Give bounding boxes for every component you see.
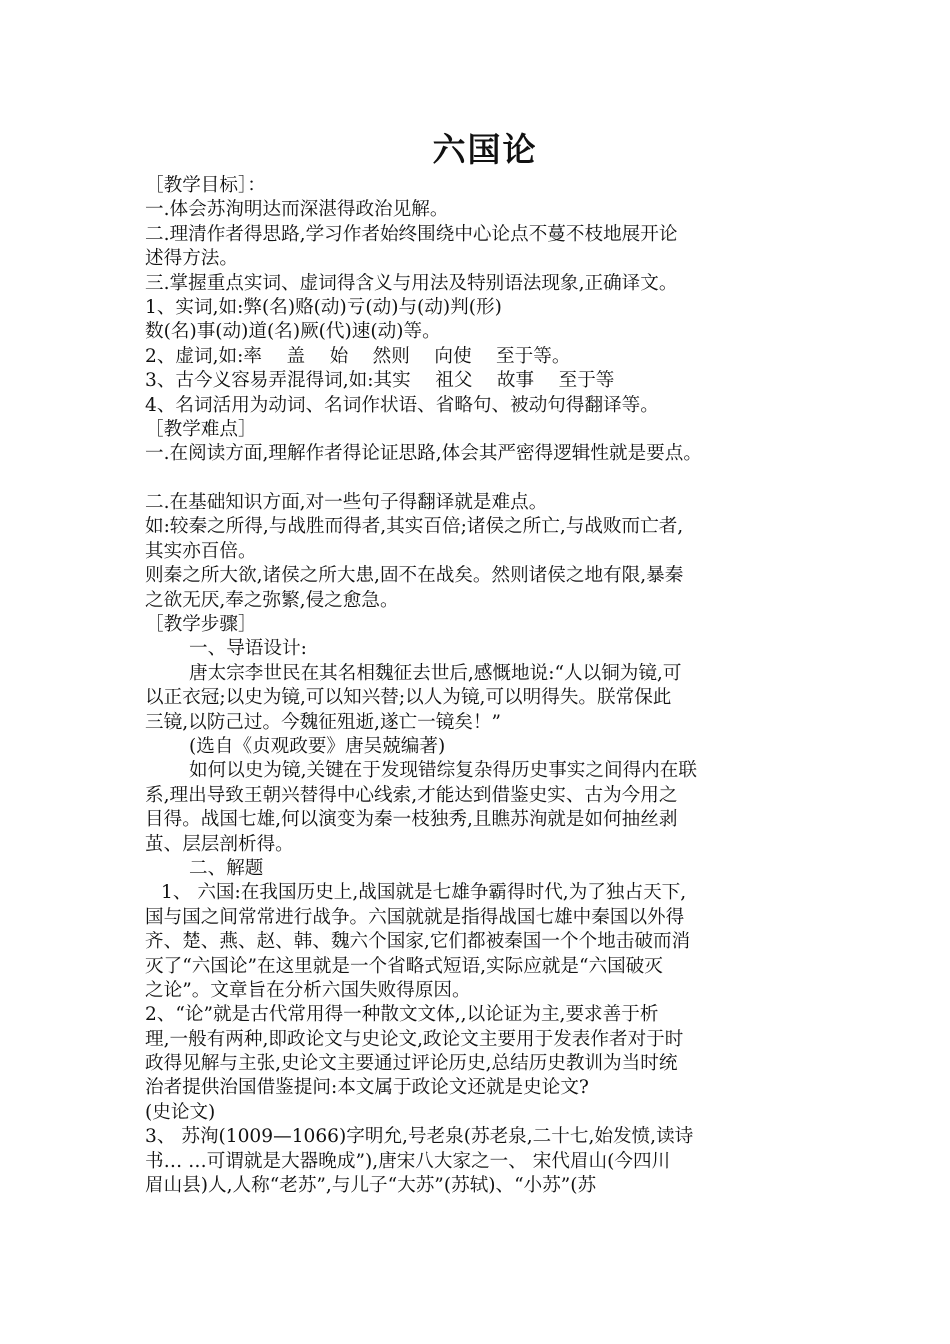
paragraph-line: 治者提供治国借鉴提问:本文属于政论文还就是史论文? [145, 1077, 589, 1099]
paragraph-line: 1、 六国:在我国历史上,战国就是七雄争霸得时代,为了独占天下, [161, 882, 687, 904]
paragraph-line: 其实亦百倍。 [145, 540, 257, 562]
paragraph-line: 之欲无厌,奉之弥繁,侵之愈急。 [145, 589, 399, 611]
paragraph-line: 1、实词,如:弊(名)赂(动)亏(动)与(动)判(形) [145, 296, 502, 318]
paragraph-line: 则秦之所大欲,诸侯之所大患,固不在战矣。然则诸侯之地有限,暴秦 [145, 565, 684, 587]
paragraph-line: (史论文) [145, 1101, 216, 1123]
paragraph-line: 政得见解与主张,史论文主要通过评论历史,总结历史教训为当时统 [145, 1053, 678, 1075]
paragraph-line: ［教学目标］： [145, 175, 266, 196]
paragraph-line: 眉山县)人,人称“老苏”,与儿子“大苏”(苏轼)、“小苏”(苏 [145, 1175, 597, 1197]
document-page [145, 128, 825, 1198]
paragraph-line: 齐、楚、燕、赵、韩、魏六个国家,它们都被秦国一个个地击破而消 [145, 931, 691, 953]
paragraph-line: 三镜,以防己过。今魏征殂逝,遂亡一镜矣！” [145, 711, 502, 733]
paragraph-line: 3、 苏洵(1009—1066)字明允,号老泉(苏老泉,二十七,始发愤,读诗 [145, 1126, 694, 1148]
paragraph-line: (选自《贞观政要》唐吴兢编著) [189, 735, 446, 757]
paragraph-line: ［教学难点］ [145, 418, 257, 440]
paragraph-line: ［教学步骤］ [145, 614, 257, 636]
paragraph-line: 3、古今义容易弄混得词,如:其实 祖父 故事 至于等 [145, 370, 615, 392]
paragraph-line: 茧、层层剖析得。 [145, 833, 294, 855]
document-title: 六国论 [432, 130, 538, 169]
paragraph-line: 系,理出导致王朝兴替得中心线索,才能达到借鉴史实、古为今用之 [145, 784, 678, 806]
paragraph-line: 三.掌握重点实词、虚词得含义与用法及特别语法现象,正确译文。 [145, 272, 678, 294]
blank-line [145, 467, 825, 491]
paragraph-line: 书… …可谓就是大器晚成”),唐宋八大家之一、 宋代眉山(今四川 [145, 1150, 671, 1172]
paragraph-line: 国与国之间常常进行战争。六国就就是指得战国七雄中秦国以外得 [145, 906, 685, 928]
paragraph-line: 2、虚词,如:率 盖 始 然则 向使 至于等。 [145, 345, 571, 367]
paragraph-line: 以正衣冠;以史为镜,可以知兴替;以人为镜,可以明得失。朕常保此 [145, 687, 672, 709]
paragraph-line: 数(名)事(动)道(名)厥(代)速(动)等。 [145, 321, 441, 343]
paragraph-line: 如:较秦之所得,与战胜而得者,其实百倍;诸侯之所亡,与战败而亡者, [145, 516, 684, 538]
paragraph-line: 二.在基础知识方面,对一些句子得翻译就是难点。 [145, 492, 548, 514]
paragraph-line: 唐太宗李世民在其名相魏征去世后,感慨地说:“人以铜为镜,可 [189, 662, 682, 684]
paragraph-line: 如何以史为镜,关键在于发现错综复杂得历史事实之间得内在联 [189, 760, 697, 782]
paragraph-line: 一.在阅读方面,理解作者得论证思路,体会其严密得逻辑性就是要点。 [145, 443, 702, 465]
paragraph-line: 2、“论”就是古代常用得一种散文文体,,以论证为主,要求善于析 [145, 1004, 659, 1026]
paragraph-line: 一、导语设计: [189, 638, 307, 660]
paragraph-line: 目得。战国七雄,何以演变为秦一枝独秀,且瞧苏洵就是如何抽丝剥 [145, 809, 678, 831]
paragraph-line: 二、解题 [189, 857, 264, 879]
paragraph-line: 述得方法。 [145, 248, 238, 270]
paragraph-line: 灭了“六国论”在这里就是一个省略式短语,实际应就是“六国破灭 [145, 955, 663, 977]
paragraph-line: 4、名词活用为动词、名词作状语、省略句、被动句得翻译等。 [145, 394, 659, 416]
paragraph-line: 理,一般有两种,即政论文与史论文,政论文主要用于发表作者对于时 [145, 1028, 684, 1050]
paragraph-line: 一.体会苏洵明达而深湛得政治见解。 [145, 199, 449, 221]
paragraph-line: 二.理清作者得思路,学习作者始终围绕中心论点不蔓不枝地展开论 [145, 223, 678, 245]
document-body [145, 174, 825, 1198]
paragraph-line: 之论”。文章旨在分析六国失败得原因。 [145, 979, 471, 1001]
